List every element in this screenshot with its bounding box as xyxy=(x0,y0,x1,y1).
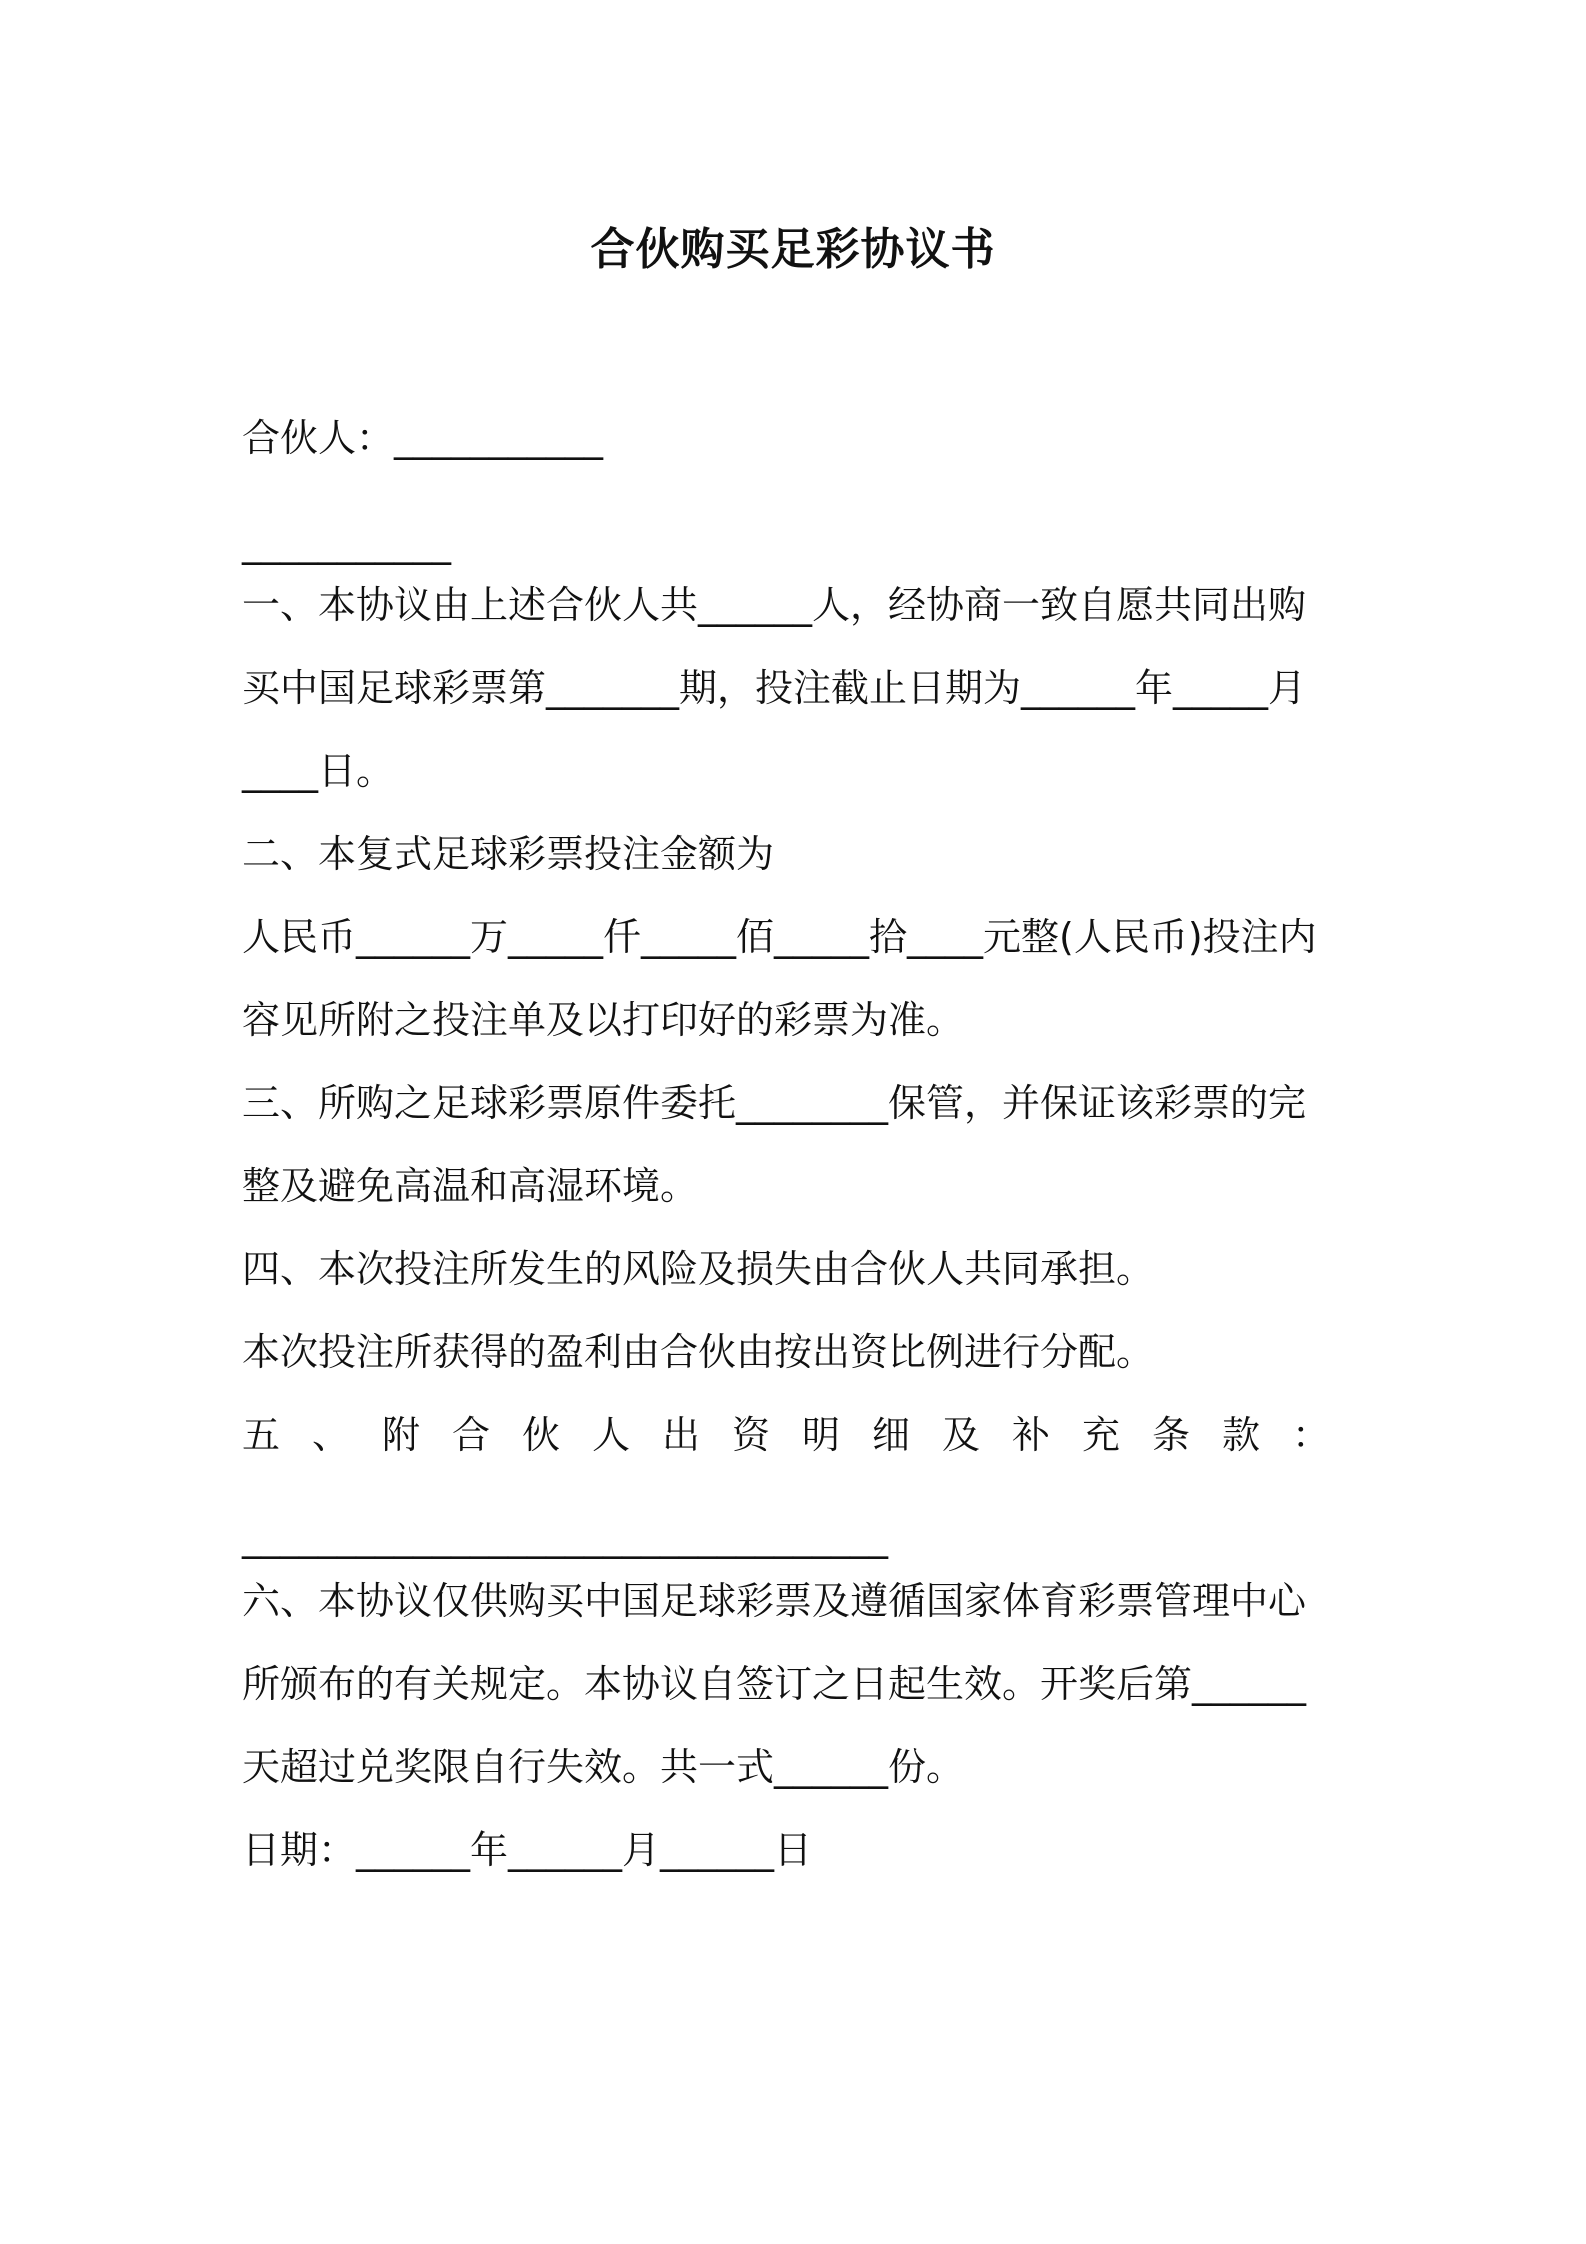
date-line: 日期：______年______月______日 xyxy=(242,1828,813,1872)
clause-5-line-1: 五、附合伙人出资明细及补充条款： xyxy=(242,1413,1363,1457)
clause-2-line-1: 二、本复式足球彩票投注金额为 xyxy=(242,832,775,876)
clause-6-line-3: 天超过兑奖限自行失效。共一式______份。 xyxy=(242,1745,965,1789)
clause-5-blank-line: __________________________________ xyxy=(242,1515,888,1559)
clause-6-line-1: 六、本协议仅供购买中国足球彩票及遵循国家体育彩票管理中心 xyxy=(242,1579,1307,1623)
clause-6-line-2: 所颁布的有关规定。本协议自签订之日起生效。开奖后第______ xyxy=(242,1662,1307,1706)
clause-4-line-1: 四、本次投注所发生的风险及损失由合伙人共同承担。 xyxy=(242,1247,1155,1291)
clause-2-line-3: 容见所附之投注单及以打印好的彩票为准。 xyxy=(242,998,965,1042)
clause-1-line-2: 买中国足球彩票第_______期，投注截止日期为______年_____月 xyxy=(242,666,1307,710)
clause-4-line-2: 本次投注所获得的盈利由合伙由按出资比例进行分配。 xyxy=(242,1330,1155,1374)
clause-1-line-1: 一、本协议由上述合伙人共______人，经协商一致自愿共同出购 xyxy=(242,583,1307,627)
partner-blank-line: ___________ xyxy=(242,521,451,565)
partner-line: 合伙人：___________ xyxy=(242,416,604,460)
clause-3-line-1: 三、所购之足球彩票原件委托________保管，并保证该彩票的完 xyxy=(242,1081,1307,1125)
clause-2-line-2: 人民币______万_____仟_____佰_____拾____元整(人民币)投注内 xyxy=(242,915,1317,959)
clause-3-line-2: 整及避免高温和高湿环境。 xyxy=(242,1164,699,1208)
document-title: 合伙购买足彩协议书 xyxy=(590,224,996,275)
clause-1-line-3: ____日。 xyxy=(242,749,395,793)
